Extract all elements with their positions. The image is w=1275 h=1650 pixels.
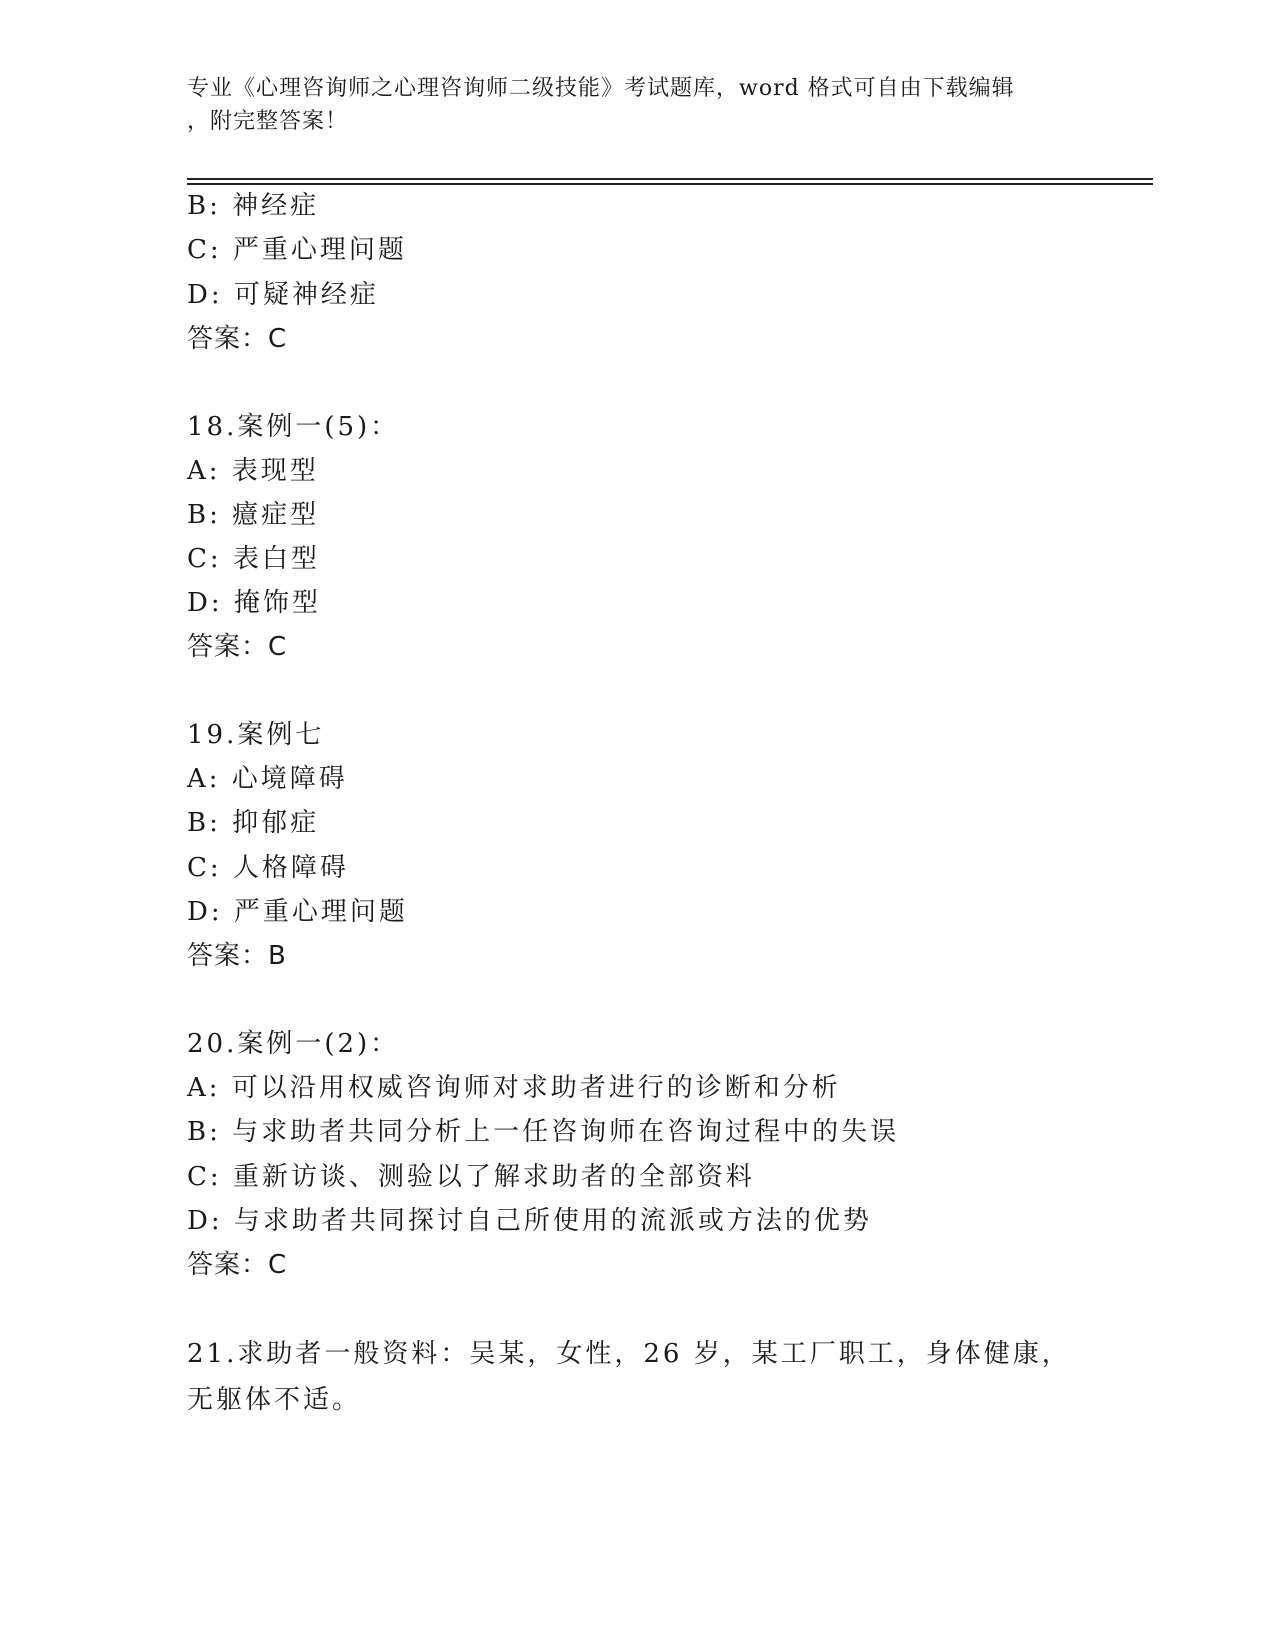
q18-stem: 18.案例一(5)：	[187, 412, 400, 442]
q17-option-c: C: 严重心理问题	[187, 235, 407, 265]
q20-stem: 20.案例一(2)：	[187, 1029, 400, 1059]
q18-option-a: A: 表现型	[187, 456, 319, 486]
q18-answer: 答案：C	[187, 632, 288, 662]
q20-option-b: B: 与求助者共同分析上一任咨询师在咨询过程中的失误	[187, 1117, 900, 1147]
q19-answer: 答案：B	[187, 941, 287, 971]
q19-option-a: A: 心境障碍	[187, 764, 348, 794]
q18-option-d: D: 掩饰型	[187, 588, 321, 618]
q19-option-b: B: 抑郁症	[187, 808, 320, 838]
q20-option-c: C: 重新访谈、测验以了解求助者的全部资料	[187, 1162, 755, 1192]
header-line-2: ，附完整答案！	[187, 109, 349, 134]
q20-option-d: D: 与求助者共同探讨自己所使用的流派或方法的优势	[187, 1206, 872, 1236]
q20-answer: 答案：C	[187, 1250, 288, 1280]
q18-option-c: C: 表白型	[187, 544, 320, 574]
q21-stem: 21.求助者一般资料：吴某，女性，26 岁，某工厂职工，身体健康，无躯体不适。	[187, 1339, 1071, 1415]
q17-option-b: B: 神经症	[187, 191, 320, 221]
q20-option-a: A: 可以沿用权威咨询师对求助者进行的诊断和分析	[187, 1073, 841, 1103]
header-rule-bottom	[187, 183, 1153, 185]
q17-option-d: D: 可疑神经症	[187, 280, 379, 310]
q18-option-b: B: 癔症型	[187, 500, 320, 530]
document-header	[187, 72, 1087, 138]
q19-option-c: C: 人格障碍	[187, 853, 349, 883]
header-line-1: 专业《心理咨询师之心理咨询师二级技能》考试题库，word 格式可自由下载编辑	[187, 76, 1015, 101]
header-rule-top	[187, 178, 1153, 180]
q17-answer: 答案：C	[187, 324, 288, 354]
q19-stem: 19.案例七	[187, 720, 325, 750]
q19-option-d: D: 严重心理问题	[187, 897, 408, 927]
